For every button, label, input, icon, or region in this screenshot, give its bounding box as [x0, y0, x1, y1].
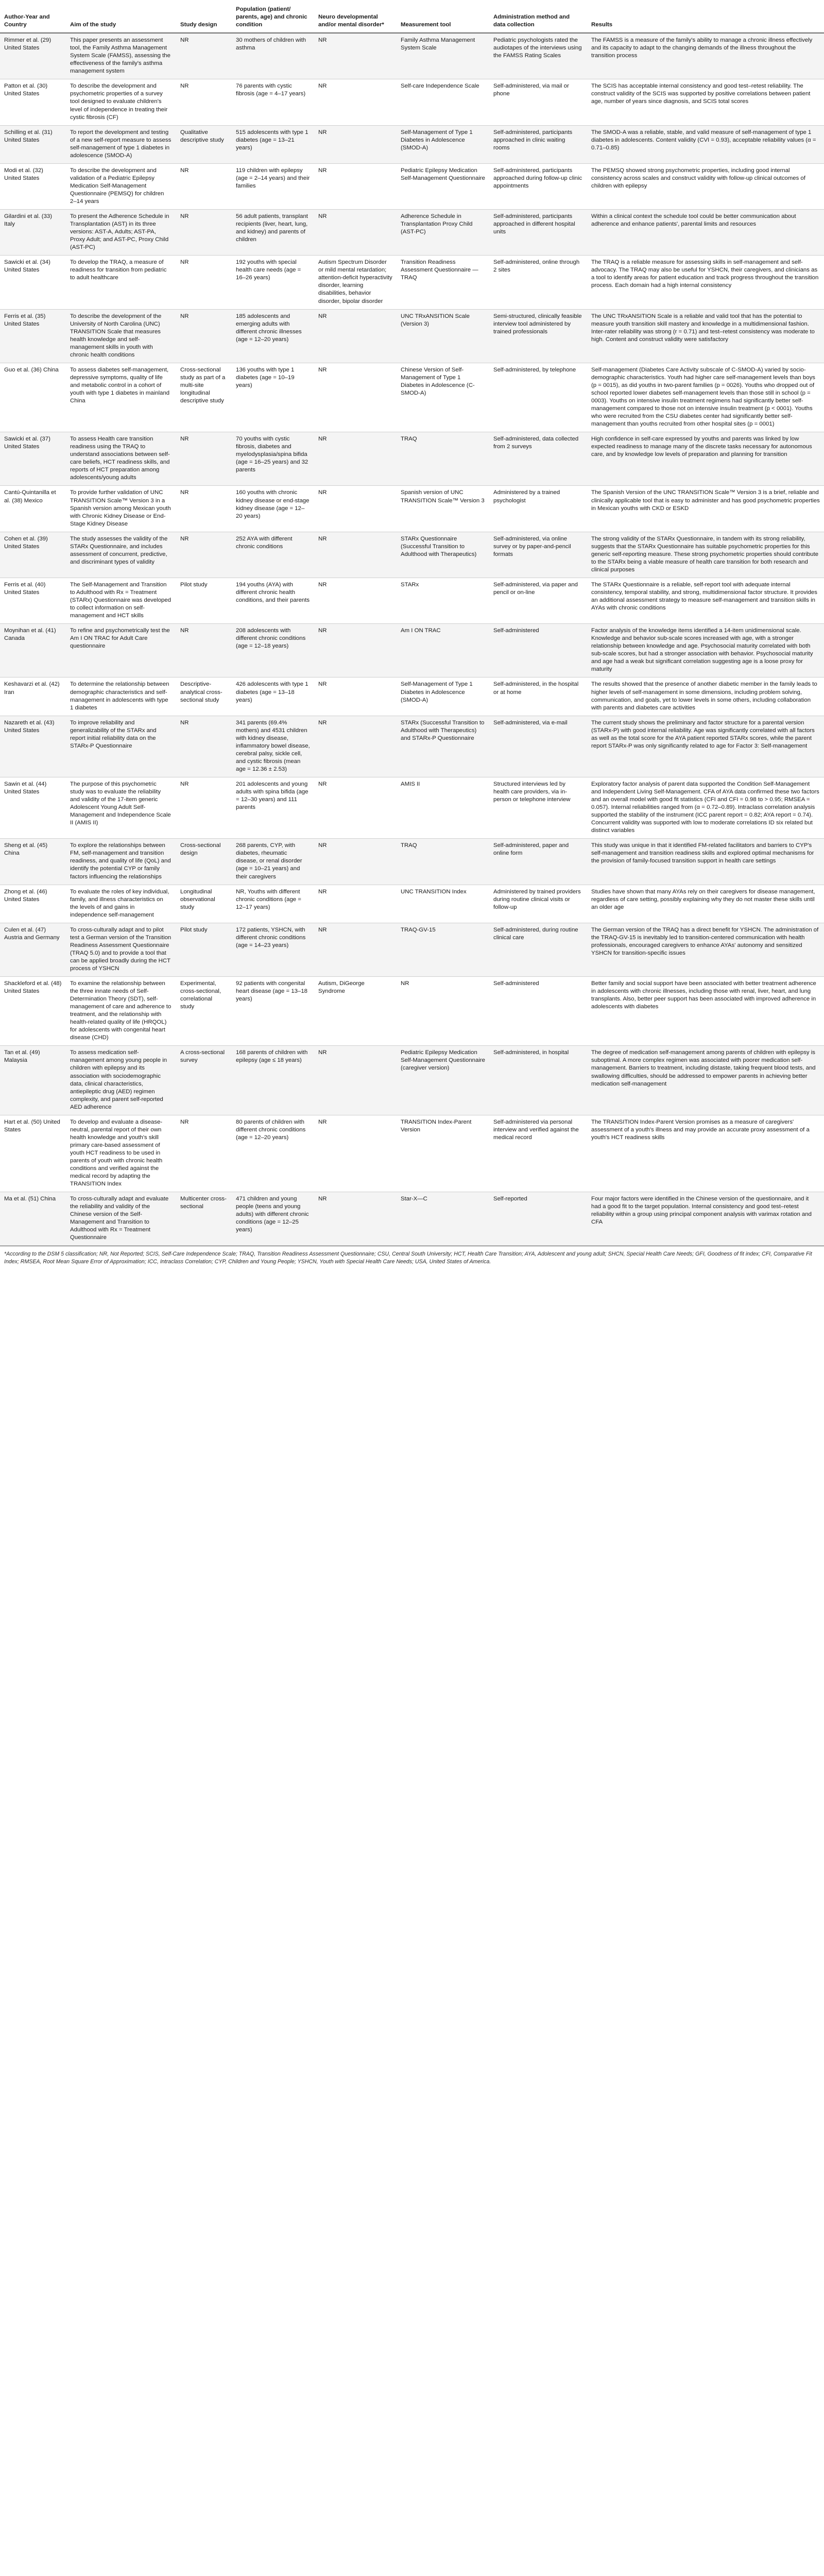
administration-cell: Structured interviews led by health care providers, via in-person or telephone interview [489, 777, 587, 838]
column-header: Study design [176, 3, 232, 33]
table-row [0, 923, 824, 976]
author-country-cell: Schilling et al. (31) United States [0, 125, 66, 163]
table-row [0, 885, 824, 923]
population-cell: 252 AYA with different chronic conditions [232, 532, 314, 578]
results-cell: Four major factors were identified in the Chinese version of the questionnaire, and it had a good fit to the target population. Internal consistency and good test–retest reliability within a group using principal component analysis with varimax rotation and CFA [587, 1192, 824, 1246]
population-cell: NR, Youths with different chronic conditions (age = 12–17 years) [232, 885, 314, 923]
disorder-cell: NR [314, 578, 397, 623]
table-row [0, 486, 824, 532]
measurement-tool-cell: TRAQ-GV-15 [397, 923, 489, 976]
measurement-tool-cell: Star-X—C [397, 1192, 489, 1246]
population-cell: 160 youths with chronic kidney disease or end-stage kidney disease (age = 12–20 years) [232, 486, 314, 532]
design-cell: NR [176, 432, 232, 486]
author-country-cell: Ferris et al. (40) United States [0, 578, 66, 623]
table-header [0, 3, 824, 33]
administration-cell: Self-administered, via e-mail [489, 716, 587, 777]
administration-cell: Self-administered, via online survey or by paper-and-pencil formats [489, 532, 587, 578]
population-cell: 208 adolescents with different chronic conditions (age = 12–18 years) [232, 624, 314, 677]
aim-cell: To describe the development of the University of North Carolina (UNC) TRANSITION Scale that measures health knowledge and self-management skills in youth with chronic health conditions [66, 309, 176, 363]
author-country-cell: Guo et al. (36) China [0, 363, 66, 432]
studies-table [0, 3, 824, 1246]
results-cell: The SCIS has acceptable internal consistency and good test–retest reliability. The construct validity of the SCIS was supported by positive correlations between patient age, number of years since diagnosis, and SCIS total scores [587, 79, 824, 125]
column-header: Administration method and data collection [489, 3, 587, 33]
author-country-cell: Hart et al. (50) United States [0, 1115, 66, 1192]
disorder-cell: NR [314, 33, 397, 79]
population-cell: 268 parents, CYP, with diabetes, rheumatic disease, or renal disorder (age = 10–21 years) and their caregivers [232, 839, 314, 885]
table-row [0, 777, 824, 838]
measurement-tool-cell: TRAQ [397, 432, 489, 486]
table-row [0, 1046, 824, 1115]
table-footnote: *According to the DSM 5 classification; NR, Not Reported; SCIS, Self-Care Independence Scale; TRAQ, Transition Readiness Assessment Questionnaire; CSU, Central South University; HCT, Health Care Transition; AYA, Adolescent and young adult; SHCN, Special Health Care Needs; GFI, Goodness of fit index; CFI, Comparative Fit Index; RMSEA, Root Mean Square Error of Approximation; ICC, Intraclass Correlation; CYP, Children and Young People; YSHCN, Youth with Special Health Care Needs; USA, United States of America. [0, 1246, 824, 1270]
table-row [0, 839, 824, 885]
design-cell: NR [176, 532, 232, 578]
disorder-cell: NR [314, 532, 397, 578]
aim-cell: To cross-culturally adapt and to pilot test a German version of the Transition Readiness Assessment Questionnaire (TRAQ 5.0) and to provide a tool that can be applied broadly during the HCT process of YSHCN [66, 923, 176, 976]
results-cell: The STARx Questionnaire is a reliable, self-report tool with adequate internal consistency, temporal stability, and strong, multidimensional factor structure. It provides an additional assessment strategy to measure self-management and transition skills in AYAs with chronic conditions [587, 578, 824, 623]
table-row [0, 79, 824, 125]
author-country-cell: Rimmer et al. (29) United States [0, 33, 66, 79]
results-cell: The SMOD-A was a reliable, stable, and valid measure of self-management of type 1 diabetes in adolescents. Content validity (CVI = 0.93), acceptable reliability values (α = 0.71–0.85) [587, 125, 824, 163]
table-row [0, 256, 824, 309]
column-header: Results [587, 3, 824, 33]
author-country-cell: Keshavarzi et al. (42) Iran [0, 677, 66, 716]
table-body [0, 33, 824, 1246]
disorder-cell: Autism Spectrum Disorder or mild mental retardation; attention-deficit hyperactivity disorder, learning disabilities, behavior disorder, bipolar disorder [314, 256, 397, 309]
disorder-cell: NR [314, 79, 397, 125]
table-row [0, 1192, 824, 1246]
table-row [0, 125, 824, 163]
population-cell: 201 adolescents and young adults with spina bifida (age = 12–30 years) and 111 parents [232, 777, 314, 838]
population-cell: 185 adolescents and emerging adults with different chronic illnesses (age = 12–20 years) [232, 309, 314, 363]
column-header: Measurement tool [397, 3, 489, 33]
administration-cell: Self-administered, by telephone [489, 363, 587, 432]
results-cell: Studies have shown that many AYAs rely on their caregivers for disease management, regardless of care setting, possibly explaining why they do not master these skills until an older age [587, 885, 824, 923]
measurement-tool-cell: STARx (Successful Transition to Adulthood with Therapeutics) and STARx-P Questionnaire [397, 716, 489, 777]
author-country-cell: Shackleford et al. (48) United States [0, 977, 66, 1046]
administration-cell: Self-administered via personal interview and verified against the medical record [489, 1115, 587, 1192]
administration-cell: Pediatric psychologists rated the audiotapes of the interviews using the FAMSS Rating Scales [489, 33, 587, 79]
measurement-tool-cell: TRAQ [397, 839, 489, 885]
design-cell: Longitudinal observational study [176, 885, 232, 923]
disorder-cell: NR [314, 125, 397, 163]
design-cell: Multicenter cross-sectional [176, 1192, 232, 1246]
population-cell: 92 patients with congenital heart disease (age = 13–18 years) [232, 977, 314, 1046]
aim-cell: To assess diabetes self-management, depressive symptoms, quality of life and metabolic control in a cohort of youth with type 1 diabetes in mainland China [66, 363, 176, 432]
design-cell: Cross-sectional design [176, 839, 232, 885]
aim-cell: The study assesses the validity of the STARx Questionnaire, and includes assessment of concurrent, predictive, and discriminant types of validity [66, 532, 176, 578]
table-row [0, 210, 824, 256]
column-header: Author-Year and Country [0, 3, 66, 33]
page [0, 0, 824, 1270]
results-cell: The UNC TRxANSITION Scale is a reliable and valid tool that has the potential to measure youth transition skill mastery and knowledge in a multidimensional fashion. Inter-rater reliability was strong (r = 0.71) and test–retest consistency was moderate to high. Content and construct validity were satisfactory [587, 309, 824, 363]
disorder-cell: NR [314, 716, 397, 777]
measurement-tool-cell: NR [397, 977, 489, 1046]
results-cell: This study was unique in that it identified FM-related facilitators and barriers to CYP's self-management and transition readiness skills and explored optimal mechanisms for the provision of family-focused transition support in health care settings [587, 839, 824, 885]
design-cell: Experimental, cross-sectional, correlational study [176, 977, 232, 1046]
design-cell: NR [176, 1115, 232, 1192]
measurement-tool-cell: Self-care Independence Scale [397, 79, 489, 125]
population-cell: 30 mothers of children with asthma [232, 33, 314, 79]
results-cell: The degree of medication self-management among parents of children with epilepsy is suboptimal. A more complex regimen was associated with poorer medication self-management. Barriers to treatment, including distaste, taking frequent blood tests, and swallowing difficulties, should be addressed to empower parents in achieving better medication self-management [587, 1046, 824, 1115]
author-country-cell: Sawicki et al. (37) United States [0, 432, 66, 486]
author-country-cell: Culen et al. (47) Austria and Germany [0, 923, 66, 976]
administration-cell: Self-administered, in hospital [489, 1046, 587, 1115]
column-header: Aim of the study [66, 3, 176, 33]
author-country-cell: Cantú-Quintanilla et al. (38) Mexico [0, 486, 66, 532]
table-row [0, 309, 824, 363]
population-cell: 119 children with epilepsy (age = 2–14 years) and their families [232, 163, 314, 209]
disorder-cell: NR [314, 309, 397, 363]
population-cell: 194 youths (AYA) with different chronic health conditions, and their parents [232, 578, 314, 623]
author-country-cell: Sawicki et al. (34) United States [0, 256, 66, 309]
disorder-cell: NR [314, 677, 397, 716]
design-cell: Pilot study [176, 578, 232, 623]
design-cell: Cross-sectional study as part of a multi-site longitudinal descriptive study [176, 363, 232, 432]
measurement-tool-cell: STARx [397, 578, 489, 623]
measurement-tool-cell: Pediatric Epilepsy Medication Self-Management Questionnaire (caregiver version) [397, 1046, 489, 1115]
author-country-cell: Moynihan et al. (41) Canada [0, 624, 66, 677]
disorder-cell: NR [314, 163, 397, 209]
measurement-tool-cell: UNC TRxANSITION Scale (Version 3) [397, 309, 489, 363]
author-country-cell: Tan et al. (49) Malaysia [0, 1046, 66, 1115]
results-cell: The Spanish Version of the UNC TRANSITION Scale™ Version 3 is a brief, reliable and clinically applicable tool that is easy to administer and has good psychometric properties in Mexican youths with CKD or ESKD [587, 486, 824, 532]
results-cell: The PEMSQ showed strong psychometric properties, including good internal consistency across scales and construct validity with follow-up clinical outcomes of children with epilepsy [587, 163, 824, 209]
aim-cell: The Self-Management and Transition to Adulthood with Rx = Treatment (STARx) Questionnaire was developed to collect information on self-management and HCT skills [66, 578, 176, 623]
aim-cell: To examine the relationship between the three innate needs of Self-Determination Theory (SDT), self-management of care and adherence to treatment, and the relationship with health-related quality of life (HRQOL) for adolescents with congenital heart disease (CHD) [66, 977, 176, 1046]
table-row [0, 1115, 824, 1192]
results-cell: The current study shows the preliminary and factor structure for a parental version (STARx-P) with good internal reliability. Age was significantly correlated with all factors as well as the total score for the AYA patient reported STARx scores, while the parent report STARx-P was only significantly related to age for Factor 3: Self-management [587, 716, 824, 777]
author-country-cell: Ma et al. (51) China [0, 1192, 66, 1246]
population-cell: 426 adolescents with type 1 diabetes (age = 13–18 years) [232, 677, 314, 716]
disorder-cell: NR [314, 885, 397, 923]
measurement-tool-cell: Family Asthma Management System Scale [397, 33, 489, 79]
measurement-tool-cell: Self-Management of Type 1 Diabetes in Adolescence (SMOD-A) [397, 125, 489, 163]
administration-cell: Self-administered [489, 624, 587, 677]
measurement-tool-cell: Pediatric Epilepsy Medication Self-Management Questionnaire [397, 163, 489, 209]
aim-cell: To improve reliability and generalizability of the STARx and report initial reliability data on the STARx-P Questionnaire [66, 716, 176, 777]
table-row [0, 677, 824, 716]
administration-cell: Administered by trained providers during routine clinical visits or follow-up [489, 885, 587, 923]
administration-cell: Administered by a trained psychologist [489, 486, 587, 532]
author-country-cell: Zhong et al. (46) United States [0, 885, 66, 923]
column-header: Neuro developmental and/or mental disorder* [314, 3, 397, 33]
results-cell: The German version of the TRAQ has a direct benefit for YSHCN. The administration of the TRAQ-GV-15 is inevitably led to transition-centered communication with health professionals, encouraged caregivers to enhance AYAs' autonomy and sensitized YSHCN for transition-specific issues [587, 923, 824, 976]
disorder-cell: NR [314, 432, 397, 486]
table-row [0, 624, 824, 677]
design-cell: NR [176, 163, 232, 209]
results-cell: Exploratory factor analysis of parent data supported the Condition Self-Management and Independent Living Self-Management. CFA of AYA data confirmed these two factors and an overall model with good fit statistics (CFI and CFI = 0.98 to > 0.95; RMSEA = 0.057). Internal reliabilities ranged from (α = 0.72–0.89). Intraclass correlation analysis supported the stability of the instrument (ICC parent report = 0.82; AYA report = 0.74). Concurrent validity was supported with low to moderate correlations ID six related but distinct variables [587, 777, 824, 838]
table-row [0, 432, 824, 486]
administration-cell: Self-administered, during routine clinical care [489, 923, 587, 976]
population-cell: 56 adult patients, transplant recipients (liver, heart, lung, and kidney) and parents of children [232, 210, 314, 256]
design-cell: NR [176, 716, 232, 777]
administration-cell: Self-administered, participants approached during follow-up clinic appointments [489, 163, 587, 209]
administration-cell: Self-administered, paper and online form [489, 839, 587, 885]
measurement-tool-cell: Self-Management of Type 1 Diabetes in Adolescence (SMOD-A) [397, 677, 489, 716]
aim-cell: The purpose of this psychometric study was to evaluate the reliability and validity of the 17-item generic Adolescent Young Adult Self-Management and Independence Scale II (AMIS II) [66, 777, 176, 838]
disorder-cell: NR [314, 1115, 397, 1192]
results-cell: The TRANSITION Index-Parent Version promises as a measure of caregivers' assessment of a youth's illness and may provide an accurate proxy assessment of a youth's HCT readiness skills [587, 1115, 824, 1192]
aim-cell: To determine the relationship between demographic characteristics and self-management in adolescents with type 1 diabetes [66, 677, 176, 716]
author-country-cell: Gilardini et al. (33) Italy [0, 210, 66, 256]
disorder-cell: NR [314, 486, 397, 532]
disorder-cell: NR [314, 923, 397, 976]
administration-cell: Self-reported [489, 1192, 587, 1246]
aim-cell: To report the development and testing of a new self-report measure to assess self-management of type 1 diabetes in adolescence (SMOD-A) [66, 125, 176, 163]
author-country-cell: Cohen et al. (39) United States [0, 532, 66, 578]
population-cell: 70 youths with cystic fibrosis, diabetes and myelodysplasia/spina bifida (age = 16–25 years) and 32 parents [232, 432, 314, 486]
table-row [0, 363, 824, 432]
aim-cell: To describe the development and validation of a Pediatric Epilepsy Medication Self-Management Questionnaire (PEMSQ) for children 2–14 years [66, 163, 176, 209]
administration-cell: Self-administered [489, 977, 587, 1046]
author-country-cell: Ferris et al. (35) United States [0, 309, 66, 363]
administration-cell: Self-administered, in the hospital or at home [489, 677, 587, 716]
measurement-tool-cell: UNC TRANSITION Index [397, 885, 489, 923]
population-cell: 172 patients, YSHCN, with different chronic conditions (age = 14–23 years) [232, 923, 314, 976]
table-row [0, 532, 824, 578]
measurement-tool-cell: Spanish version of UNC TRANSITION Scale™ Version 3 [397, 486, 489, 532]
aim-cell: To develop the TRAQ, a measure of readiness for transition from pediatric to adult healthcare [66, 256, 176, 309]
administration-cell: Semi-structured, clinically feasible interview tool administered by trained professionals [489, 309, 587, 363]
design-cell: NR [176, 210, 232, 256]
author-country-cell: Sheng et al. (45) China [0, 839, 66, 885]
measurement-tool-cell: TRANSITION Index-Parent Version [397, 1115, 489, 1192]
design-cell: A cross-sectional survey [176, 1046, 232, 1115]
results-cell: The FAMSS is a measure of the family's ability to manage a chronic illness effectively and its capacity to adapt to the changing demands of the illness throughout the transition process [587, 33, 824, 79]
table-row [0, 578, 824, 623]
aim-cell: To refine and psychometrically test the Am I ON TRAC for Adult Care questionnaire [66, 624, 176, 677]
administration-cell: Self-administered, via mail or phone [489, 79, 587, 125]
administration-cell: Self-administered, via paper and pencil or on-line [489, 578, 587, 623]
disorder-cell: NR [314, 839, 397, 885]
measurement-tool-cell: Am I ON TRAC [397, 624, 489, 677]
design-cell: NR [176, 777, 232, 838]
table-row [0, 33, 824, 79]
aim-cell: To describe the development and psychometric properties of a survey tool designed to evaluate children's level of independence in treating their cystic fibrosis (CF) [66, 79, 176, 125]
author-country-cell: Sawin et al. (44) United States [0, 777, 66, 838]
design-cell: NR [176, 624, 232, 677]
header-row [0, 3, 824, 33]
results-cell: The results showed that the presence of another diabetic member in the family leads to higher levels of self-management in some dimensions, including problem solving, communication, and goals, yet to lower levels in some others, including collaboration with parents and diabetes care activities [587, 677, 824, 716]
measurement-tool-cell: Transition Readiness Assessment Questionnaire —TRAQ [397, 256, 489, 309]
administration-cell: Self-administered, data collected from 2 surveys [489, 432, 587, 486]
administration-cell: Self-administered, participants approached in clinic waiting rooms [489, 125, 587, 163]
disorder-cell: NR [314, 210, 397, 256]
measurement-tool-cell: Chinese Version of Self-Management of Type 1 Diabetes in Adolescence (C-SMOD-A) [397, 363, 489, 432]
aim-cell: To assess medication self-management among young people in children with epilepsy and its association with sociodemographic data, clinical characteristics, antiepileptic drug (AED) regimen complexity, and parent self-reported AED adherence [66, 1046, 176, 1115]
design-cell: NR [176, 256, 232, 309]
results-cell: High confidence in self-care expressed by youths and parents was linked by low expected readiness to manage many of the discrete tasks necessary for autonomous care, and by knowledge low levels of preparation and planning for transition [587, 432, 824, 486]
results-cell: Better family and social support have been associated with better treatment adherence in adolescents with chronic illnesses, including those with renal, liver, heart, and lung transplants. Also, better peer support has been associated with improved adherence in adolescents with diabetes [587, 977, 824, 1046]
column-header: Population (patient/ parents, age) and chronic condition [232, 3, 314, 33]
population-cell: 80 parents of children with different chronic conditions (age = 12–20 years) [232, 1115, 314, 1192]
aim-cell: To assess Health care transition readiness using the TRAQ to understand associations between self-care beliefs, HCT readiness skills, and reports of HCT preparation among adolescents/young adults [66, 432, 176, 486]
results-cell: The TRAQ is a reliable measure for assessing skills in self-management and self-advocacy. The TRAQ may also be useful for YSHCN, their caregivers, and clinicians as a tool to identify areas for patient education and track progress throughout the transition process. Each domain had a high internal consistency [587, 256, 824, 309]
author-country-cell: Nazareth et al. (43) United States [0, 716, 66, 777]
disorder-cell: Autism, DiGeorge Syndrome [314, 977, 397, 1046]
aim-cell: To explore the relationships between FM, self-management and transition readiness, and quality of life (QoL) and identify the potential CYP or family factors influencing the relationships [66, 839, 176, 885]
administration-cell: Self-administered, online through 2 sites [489, 256, 587, 309]
disorder-cell: NR [314, 1046, 397, 1115]
aim-cell: To provide further validation of UNC TRANSITION Scale™ Version 3 in a Spanish version among Mexican youth with Chronic Kidney Disease or End-Stage Kidney Disease [66, 486, 176, 532]
table-row [0, 977, 824, 1046]
results-cell: Self-management (Diabetes Care Activity subscale of C-SMOD-A) varied by socio-demographic characteristics. Youth had higher care self-management levels than boys (p = 0015), as did youths in two-parent families (p = 0026). Youths who dropped out of school reported lower diabetes self-management levels than those still in school (p = 0003). Youths on intensive insulin treatment regimens had significantly better self-management compared to those not on intensive insulin treatment (p < 0001). Youths who were recruited from the CSU diabetes center had significantly better self-management than youths recruited from other hospital sites (p = 0001) [587, 363, 824, 432]
measurement-tool-cell: AMIS II [397, 777, 489, 838]
aim-cell: To cross-culturally adapt and evaluate the reliability and validity of the Chinese version of the Self-Management and Transition to Adulthood with Rx = Treatment Questionnaire [66, 1192, 176, 1246]
design-cell: NR [176, 309, 232, 363]
design-cell: Pilot study [176, 923, 232, 976]
aim-cell: To present the Adherence Schedule in Transplantation (AST) in its three versions: AST-A, Adults; AST-PA, Proxy Adult; and AST-PC, Proxy Child (AST-PC) [66, 210, 176, 256]
population-cell: 168 parents of children with epilepsy (age ≤ 18 years) [232, 1046, 314, 1115]
disorder-cell: NR [314, 777, 397, 838]
disorder-cell: NR [314, 1192, 397, 1246]
population-cell: 136 youths with type 1 diabetes (age = 10–19 years) [232, 363, 314, 432]
author-country-cell: Patton et al. (30) United States [0, 79, 66, 125]
population-cell: 515 adolescents with type 1 diabetes (age = 13–21 years) [232, 125, 314, 163]
author-country-cell: Modi et al. (32) United States [0, 163, 66, 209]
results-cell: Within a clinical context the schedule tool could be better communication about adherence and enhance patients', parental limits and resources [587, 210, 824, 256]
population-cell: 341 parents (69.4% mothers) and 4531 children with kidney disease, inflammatory bowel disease, cerebral palsy, sickle cell, and cystic fibrosis (mean age = 12.36 ± 2.53) [232, 716, 314, 777]
table-row [0, 163, 824, 209]
results-cell: The strong validity of the STARx Questionnaire, in tandem with its strong reliability, suggests that the STARx Questionnaire has suitable psychometric properties for this generic self-reporting measure. These strong psychometric properties should contribute to the STARx being a viable measure of health care transition for both research and clinical purposes [587, 532, 824, 578]
design-cell: NR [176, 486, 232, 532]
population-cell: 471 children and young people (teens and young adults) with different chronic conditions (age = 12–25 years) [232, 1192, 314, 1246]
aim-cell: To evaluate the roles of key individual, family, and illness characteristics on the levels of and gains in independence self-management [66, 885, 176, 923]
measurement-tool-cell: Adherence Schedule in Transplantation Proxy Child (AST-PC) [397, 210, 489, 256]
design-cell: NR [176, 33, 232, 79]
disorder-cell: NR [314, 624, 397, 677]
aim-cell: This paper presents an assessment tool, the Family Asthma Management System Scale (FAMSS), assessing the effectiveness of the family's asthma management system [66, 33, 176, 79]
design-cell: Descriptive-analytical cross-sectional study [176, 677, 232, 716]
measurement-tool-cell: STARx Questionnaire (Successful Transition to Adulthood with Therapeutics) [397, 532, 489, 578]
aim-cell: To develop and evaluate a disease-neutral, parental report of their own health knowledge and youth's skill primary care-based assessment of youth HCT readiness to be used in parents of youth with chronic health conditions and verified against the medical record by adapting the TRANSITION Index [66, 1115, 176, 1192]
population-cell: 76 parents with cystic fibrosis (age = 4–17 years) [232, 79, 314, 125]
table-row [0, 716, 824, 777]
disorder-cell: NR [314, 363, 397, 432]
design-cell: NR [176, 79, 232, 125]
population-cell: 192 youths with special health care needs (age = 16–26 years) [232, 256, 314, 309]
design-cell: Qualitative descriptive study [176, 125, 232, 163]
results-cell: Factor analysis of the knowledge items identified a 14-item unidimensional scale. Knowledge and behavior sub-scale scores increased with age, with a stronger relationship between knowledge and age. Psychosocial maturity correlated with both sub-scale scores, but had a stronger association with behavior. Psychosocial maturity and age had a weak but significant correlation suggesting age is a loose proxy for maturity [587, 624, 824, 677]
administration-cell: Self-administered, participants approached in different hospital units [489, 210, 587, 256]
